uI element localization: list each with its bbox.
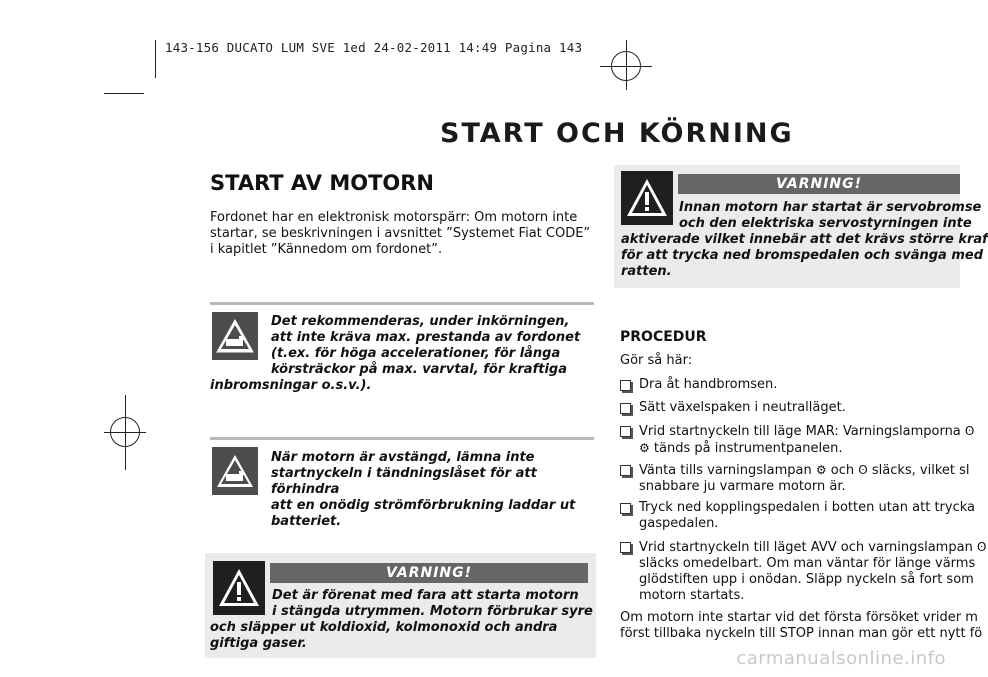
checkbox-bullet-icon xyxy=(620,403,631,414)
checkbox-bullet-icon xyxy=(620,380,631,391)
warning-text-right: Innan motorn har startat är servobromse och den elektriska servostyrningen inte aktiverade vilket innebär att det krävs större kraf för att trycka ned bromspedalen och svänga med ratten. xyxy=(621,200,988,279)
procedur-outro: Om motorn inte startar vid det första försöket vrider m först tillbaka nyckeln till STOP innan man gör ett nytt fö xyxy=(620,610,983,641)
section-title: START OCH KÖRNING xyxy=(440,118,794,149)
glow-plug-icon: ʘ xyxy=(976,540,987,554)
fault-icon: ⚙ xyxy=(815,463,827,477)
watermark: carmanualsonline.info xyxy=(736,648,946,669)
checkbox-bullet-icon xyxy=(620,465,631,476)
glow-plug-icon: ʘ xyxy=(964,424,975,438)
procedur-intro: Gör så här: xyxy=(620,353,693,368)
heading-start-av-motorn: START AV MOTORN xyxy=(210,171,434,195)
heading-procedur: PROCEDUR xyxy=(620,329,707,345)
note-ignition-key: När motorn är avstängd, lämna inte startnyckeln i tändningslåset för att förhindra att en onödig strömförbrukning laddar ut batteriet. xyxy=(271,450,576,529)
warning-label: VARNING! xyxy=(678,174,960,194)
checkbox-bullet-icon xyxy=(620,542,631,553)
list-item: Vrid startnyckeln till läge MAR: Varningslamporna ʘ ⚙ tänds på instrumentpanelen. xyxy=(620,423,974,457)
list-item: Dra åt handbromsen. xyxy=(620,377,777,393)
checkbox-bullet-icon xyxy=(620,503,631,514)
note-break-in: Det rekommenderas, under inkörningen, att inte kräva max. prestanda av fordonet (t.ex. för höga accelerationer, för långa körsträckor på max. varvtal, för kraftiga inbromsningar o.s.v.). xyxy=(210,314,581,393)
checkbox-bullet-icon xyxy=(620,426,631,437)
warning-label: VARNING! xyxy=(270,563,588,583)
list-item: Sätt växelspaken i neutralläget. xyxy=(620,400,846,416)
list-item: Vänta tills varningslampan ⚙ och ʘ släcks, vilket sl snabbare ju varmare motorn är. xyxy=(620,462,970,495)
intro-paragraph: Fordonet har en elektronisk motorspärr: Om motorn inte startar, se beskrivningen i avsnittet ”Systemet Fiat CODE” i kapitlet ”Kännedom om fordonet”. xyxy=(210,210,591,257)
warning-text-left: Det är förenat med fara att starta motorn i stängda utrymmen. Motorn förbrukar syre och släpper ut koldioxid, kolmonoxid och andra giftiga gaser. xyxy=(210,588,593,651)
glow-plug-icon: ʘ xyxy=(858,463,868,477)
print-slug: 143-156 DUCATO LUM SVE 1ed 24-02-2011 14:49 Pagina 143 xyxy=(165,40,583,55)
fault-icon: ⚙ xyxy=(639,441,650,455)
list-item: Tryck ned kopplingspedalen i botten utan att trycka gaspedalen. xyxy=(620,500,975,532)
list-item: Vrid startnyckeln till läget AVV och varningslampan ʘ släcks omedelbart. Om man väntar för länge värms glödstiften upp i onödan. Släpp nyckeln så fort som motorn startats. xyxy=(620,539,986,604)
